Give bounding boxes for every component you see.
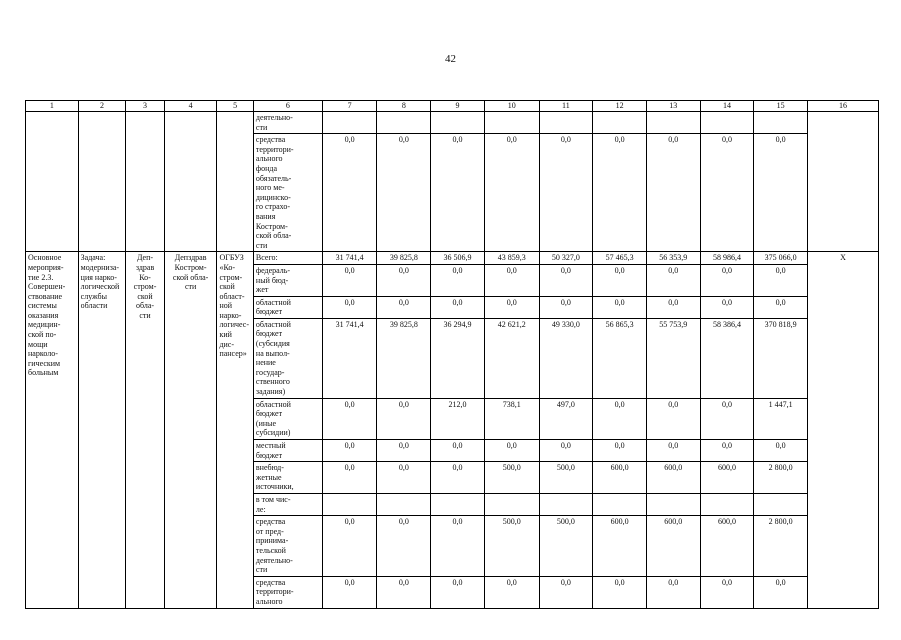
- column-header: 10: [484, 101, 539, 112]
- table-row: [26, 252, 879, 265]
- value-cell: 0,0: [431, 462, 485, 494]
- value-cell: 0,0: [539, 296, 593, 318]
- value-cell: [322, 112, 377, 134]
- value-cell: 500,0: [539, 462, 593, 494]
- value-cell: 1 447,1: [754, 398, 808, 439]
- column-header: 7: [322, 101, 377, 112]
- value-cell: 0,0: [484, 576, 539, 608]
- value-cell: 0,0: [754, 264, 808, 296]
- funding-source-cell: средства от пред- принима- тельской деятельно- сти: [253, 516, 322, 577]
- column-header: 5: [217, 101, 253, 112]
- value-cell: 0,0: [431, 576, 485, 608]
- value-cell: 0,0: [593, 296, 647, 318]
- value-cell: 0,0: [646, 296, 700, 318]
- value-cell: 0,0: [322, 516, 377, 577]
- value-cell: 0,0: [484, 264, 539, 296]
- column-header: 1: [26, 101, 79, 112]
- value-cell: 0,0: [377, 576, 431, 608]
- value-cell: [484, 112, 539, 134]
- value-cell: 58 986,4: [700, 252, 754, 265]
- value-cell: 43 859,3: [484, 252, 539, 265]
- value-cell: 600,0: [700, 516, 754, 577]
- value-cell: 2 800,0: [754, 462, 808, 494]
- value-cell: 0,0: [431, 516, 485, 577]
- value-cell: [431, 493, 485, 515]
- value-cell: 0,0: [377, 440, 431, 462]
- empty-cell: [217, 112, 253, 252]
- value-cell: 500,0: [484, 462, 539, 494]
- value-cell: 0,0: [700, 134, 754, 252]
- value-cell: 0,0: [646, 134, 700, 252]
- value-cell: 600,0: [646, 516, 700, 577]
- value-cell: [322, 493, 377, 515]
- column-header: 4: [164, 101, 217, 112]
- value-cell: [484, 493, 539, 515]
- value-cell: 0,0: [646, 576, 700, 608]
- column-header-row: [26, 101, 879, 112]
- value-cell: 2 800,0: [754, 516, 808, 577]
- value-cell: 0,0: [539, 134, 593, 252]
- funding-source-cell: деятельно- сти: [253, 112, 322, 134]
- value-cell: 375 066,0: [754, 252, 808, 265]
- value-cell: 0,0: [539, 576, 593, 608]
- value-cell: 0,0: [322, 264, 377, 296]
- column-header: 9: [431, 101, 485, 112]
- column-header: 3: [126, 101, 164, 112]
- value-cell: 600,0: [700, 462, 754, 494]
- value-cell: 36 506,9: [431, 252, 485, 265]
- value-cell: 56 353,9: [646, 252, 700, 265]
- value-cell: 600,0: [593, 462, 647, 494]
- value-cell: 0,0: [646, 440, 700, 462]
- value-cell: 0,0: [322, 398, 377, 439]
- value-cell: [539, 112, 593, 134]
- value-cell: 0,0: [754, 576, 808, 608]
- value-cell: [593, 112, 647, 134]
- value-cell: 58 386,4: [700, 318, 754, 398]
- value-cell: 0,0: [700, 440, 754, 462]
- value-cell: 0,0: [700, 264, 754, 296]
- value-cell: 0,0: [322, 462, 377, 494]
- value-cell: 0,0: [593, 576, 647, 608]
- value-cell: 370 818,9: [754, 318, 808, 398]
- value-cell: 56 865,3: [593, 318, 647, 398]
- value-cell: 0,0: [754, 296, 808, 318]
- value-cell: 600,0: [646, 462, 700, 494]
- funding-source-cell: в том чис- ле:: [253, 493, 322, 515]
- column-header: 6: [253, 101, 322, 112]
- page-number: 42: [445, 53, 456, 65]
- value-cell: 39 825,8: [377, 318, 431, 398]
- column-header: 8: [377, 101, 431, 112]
- empty-cell: [26, 112, 79, 252]
- recipient-cell: ОГБУЗ «Ко- стром- ской област- ной нарко- логичес- кий дис- пансер»: [217, 252, 253, 608]
- value-cell: [646, 493, 700, 515]
- value-cell: 0,0: [646, 398, 700, 439]
- value-cell: 57 465,3: [593, 252, 647, 265]
- value-cell: 0,0: [700, 398, 754, 439]
- value-cell: 0,0: [484, 440, 539, 462]
- value-cell: 212,0: [431, 398, 485, 439]
- funding-source-cell: областной бюджет (субсидия на выпол- нение государ- ственного задания): [253, 318, 322, 398]
- funding-source-cell: местный бюджет: [253, 440, 322, 462]
- funding-source-cell: внебюд- жетные источники,: [253, 462, 322, 494]
- value-cell: 49 330,0: [539, 318, 593, 398]
- column-header: 2: [78, 101, 126, 112]
- value-cell: 0,0: [322, 576, 377, 608]
- value-cell: 500,0: [539, 516, 593, 577]
- funding-source-cell: федераль- ный бюд- жет: [253, 264, 322, 296]
- value-cell: 0,0: [431, 296, 485, 318]
- value-cell: 42 621,2: [484, 318, 539, 398]
- value-cell: [754, 112, 808, 134]
- value-cell: [431, 112, 485, 134]
- column-header: 13: [646, 101, 700, 112]
- value-cell: 0,0: [700, 296, 754, 318]
- value-cell: 0,0: [539, 264, 593, 296]
- value-cell: 0,0: [322, 134, 377, 252]
- empty-cell: [78, 112, 126, 252]
- value-cell: 738,1: [484, 398, 539, 439]
- value-cell: [700, 112, 754, 134]
- value-cell: 0,0: [700, 576, 754, 608]
- value-cell: [700, 493, 754, 515]
- value-cell: 0,0: [431, 440, 485, 462]
- value-cell: [377, 112, 431, 134]
- value-cell: 0,0: [484, 296, 539, 318]
- value-cell: 0,0: [322, 440, 377, 462]
- empty-cell: [126, 112, 164, 252]
- funding-source-cell: Всего:: [253, 252, 322, 265]
- value-cell: 0,0: [322, 296, 377, 318]
- executor-cell: Деп- здрав Ко- стром- ской обла- сти: [126, 252, 164, 608]
- value-cell: 0,0: [539, 440, 593, 462]
- funding-source-cell: средства территори- ального: [253, 576, 322, 608]
- column-header: 11: [539, 101, 593, 112]
- value-cell: 0,0: [593, 264, 647, 296]
- value-cell: 0,0: [377, 398, 431, 439]
- coexecutor-cell: Депздрав Костром- ской обла- сти: [164, 252, 217, 608]
- table-row: [26, 112, 879, 134]
- value-cell: [593, 493, 647, 515]
- value-cell: 0,0: [593, 440, 647, 462]
- value-cell: 0,0: [593, 134, 647, 252]
- value-cell: 0,0: [754, 134, 808, 252]
- result-cell: Х: [808, 252, 879, 608]
- value-cell: 0,0: [377, 516, 431, 577]
- column-header: 15: [754, 101, 808, 112]
- column-header: 16: [808, 101, 879, 112]
- column-header: 14: [700, 101, 754, 112]
- value-cell: 0,0: [646, 264, 700, 296]
- value-cell: [539, 493, 593, 515]
- value-cell: [646, 112, 700, 134]
- value-cell: 600,0: [593, 516, 647, 577]
- column-header: 12: [593, 101, 647, 112]
- value-cell: 0,0: [377, 134, 431, 252]
- value-cell: 0,0: [431, 264, 485, 296]
- value-cell: 31 741,4: [322, 318, 377, 398]
- budget-table: [25, 100, 879, 609]
- value-cell: 0,0: [377, 264, 431, 296]
- value-cell: 39 825,8: [377, 252, 431, 265]
- value-cell: [754, 493, 808, 515]
- task-cell: Задача: модерниза- ция нарко- логической службы области: [78, 252, 126, 608]
- value-cell: 0,0: [484, 134, 539, 252]
- empty-cell: [164, 112, 217, 252]
- value-cell: 50 327,0: [539, 252, 593, 265]
- value-cell: 0,0: [754, 440, 808, 462]
- value-cell: 55 753,9: [646, 318, 700, 398]
- value-cell: 0,0: [593, 398, 647, 439]
- funding-source-cell: областной бюджет (иные субсидии): [253, 398, 322, 439]
- value-cell: 500,0: [484, 516, 539, 577]
- value-cell: [377, 493, 431, 515]
- value-cell: 0,0: [431, 134, 485, 252]
- empty-cell: [808, 112, 879, 252]
- funding-source-cell: средства территори- ального фонда обязатель- ного ме- дицинско- го страхо- вания Костром- ской обла- сти: [253, 134, 322, 252]
- value-cell: 0,0: [377, 462, 431, 494]
- value-cell: 497,0: [539, 398, 593, 439]
- activity-name-cell: Основное мероприя- тие 2.3. Совершен- ствование системы оказания медицин- ской по- мощи нарколо- гическим больным: [26, 252, 79, 608]
- value-cell: 0,0: [377, 296, 431, 318]
- value-cell: 36 294,9: [431, 318, 485, 398]
- value-cell: 31 741,4: [322, 252, 377, 265]
- funding-source-cell: областной бюджет: [253, 296, 322, 318]
